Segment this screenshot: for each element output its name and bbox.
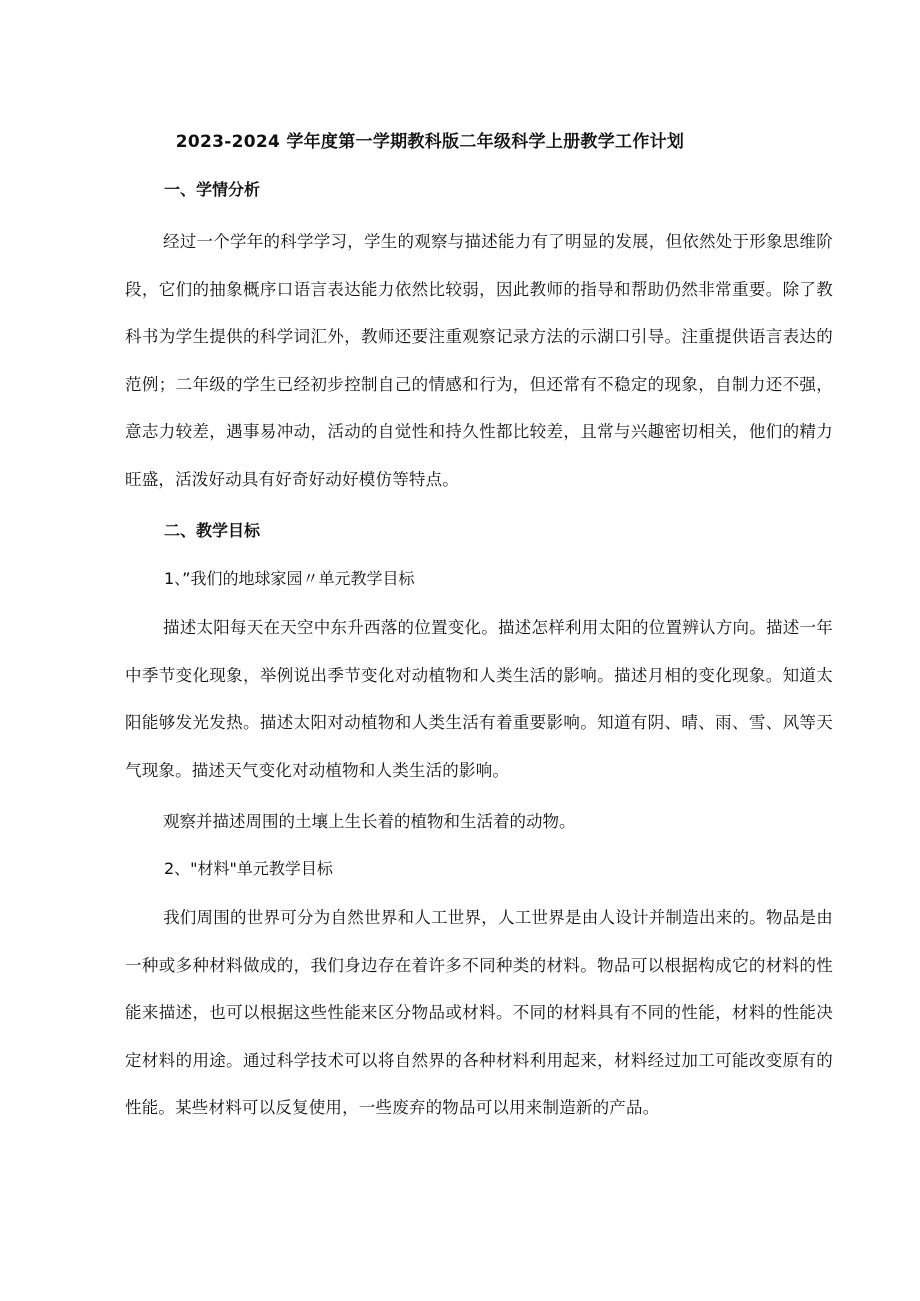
section-heading-teaching-goals: 二、教学目标	[164, 521, 261, 540]
document-title: 2023-2024 学年度第一学期教科版二年级科学上册教学工作计划	[175, 132, 685, 152]
paragraph-unit1-observe: 观察并描述周围的土壤上生长着的植物和生活着的动物。	[163, 812, 576, 831]
unit1-heading: 1、”我们的地球家园〃单元教学目标	[164, 569, 415, 588]
unit2-heading: 2、"材料"单元教学目标	[164, 859, 333, 878]
paragraph-unit2-goals: 我们周围的世界可分为自然世界和人工世界，人工世界是由人设计并制造出来的。物品是由一种或多种材料做成的，我们身边存在着许多不同种类的材料。物品可以根据构成它的材料的性能来描述，也可以根据这些性能来区分物品或材料。不同的材料具有不同的性能，材料的性能决定材料的用途。通过科学技术可以将自然界的各种材料利用起来，材料经过加工可能改变原有的性能。某些材料可以反复使用，一些废弃的物品可以用来制造新的产品。	[125, 908, 833, 1117]
paragraph-learning-analysis: 经过一个学年的科学学习，学生的观察与描述能力有了明显的发展，但依然处于形象思维阶段，它们的抽象概序口语言表达能力依然比较弱，因此教师的指导和帮助仍然非常重要。除了教科书为学生提供的科学词汇外，教师还要注重观察记录方法的示湖口引导。注重提供语言表达的范例；二年级的学生已经初步控制自己的情感和行为，但还常有不稳定的现象，自制力还不强，意志力较差，遇事易冲动，活动的自觉性和持久性都比较差，且常与兴趣密切相关，他们的精力旺盛，活泼好动具有好奇好动好模仿等特点。	[125, 232, 833, 489]
section-heading-learning-analysis: 一、学情分析	[164, 180, 261, 199]
paragraph-unit1-goals: 描述太阳每天在天空中东升西落的位置变化。描述怎样利用太阳的位置辨认方向。描述一年中季节变化现象，举例说出季节变化对动植物和人类生活的影响。描述月相的变化现象。知道太阳能够发光发热。描述太阳对动植物和人类生活有着重要影响。知道有阴、晴、雨、雪、风等天气现象。描述天气变化对动植物和人类生活的影响。	[125, 618, 833, 780]
